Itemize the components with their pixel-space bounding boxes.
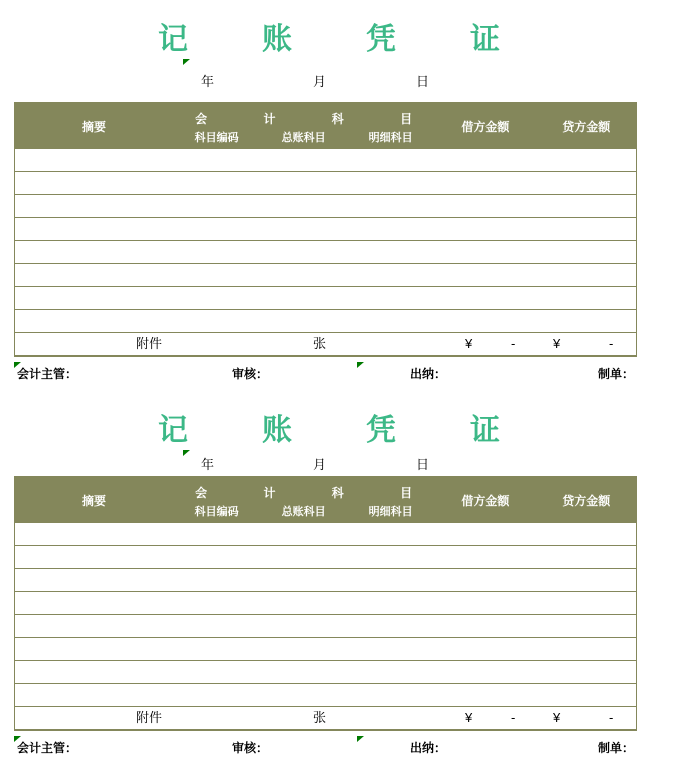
title-char: 账	[262, 414, 292, 447]
summary-column-header: 摘要	[82, 493, 107, 508]
subject-char: 计	[263, 486, 276, 500]
table-row[interactable]	[15, 661, 636, 684]
debit-currency-symbol: ¥	[465, 710, 473, 725]
date-line	[0, 457, 681, 473]
sheets-label: 张	[313, 336, 327, 351]
detail-subject-header: 明细科目	[368, 506, 413, 518]
debit-currency-symbol: ¥	[465, 336, 473, 351]
table-row[interactable]	[15, 172, 636, 195]
credit-total-value[interactable]: -	[609, 710, 614, 725]
table-row[interactable]	[15, 569, 636, 592]
voucher-block-2	[0, 382, 681, 756]
subject-char: 目	[400, 112, 413, 126]
debit-total-value[interactable]: -	[511, 336, 516, 351]
subject-group-title	[173, 107, 434, 129]
cashier-label: 出纳：	[410, 741, 447, 755]
voucher-table	[14, 476, 637, 731]
title-char: 凭	[366, 23, 396, 56]
subject-code-header: 科目编码	[194, 506, 239, 518]
subject-subcolumns	[173, 503, 434, 519]
reviewer-label: 审核：	[232, 367, 269, 381]
month-label: 月	[313, 74, 327, 89]
attachment-row	[15, 333, 636, 355]
title-char: 账	[262, 23, 292, 56]
title-char: 记	[158, 23, 188, 56]
supervisor-label: 会计主管：	[17, 367, 78, 381]
credit-currency-symbol: ¥	[553, 710, 561, 725]
ledger-subject-header: 总账科目	[281, 506, 326, 518]
attachment-label: 附件	[136, 710, 163, 725]
year-label: 年	[201, 457, 215, 472]
table-row[interactable]	[15, 523, 636, 546]
credit-currency-symbol: ¥	[553, 336, 561, 351]
preparer-label: 制单：	[598, 741, 635, 755]
table-body	[15, 523, 636, 707]
reviewer-label: 审核：	[232, 741, 269, 755]
month-label: 月	[313, 457, 327, 472]
table-body	[15, 149, 636, 333]
title-char: 记	[158, 414, 188, 447]
day-label: 日	[416, 74, 430, 89]
year-label: 年	[201, 74, 215, 89]
table-row[interactable]	[15, 149, 636, 172]
subject-subcolumns	[173, 129, 434, 145]
subject-char: 会	[195, 486, 208, 500]
cashier-label: 出纳：	[410, 367, 447, 381]
subject-char: 科	[331, 486, 344, 500]
signature-line	[0, 736, 681, 756]
credit-column-header: 贷方金额	[562, 493, 611, 508]
table-header	[15, 477, 636, 523]
cell-flag-icon	[183, 450, 190, 456]
attachment-row	[15, 707, 636, 729]
table-row[interactable]	[15, 195, 636, 218]
table-row[interactable]	[15, 287, 636, 310]
subject-group-title	[173, 481, 434, 503]
table-row[interactable]	[15, 546, 636, 569]
table-row[interactable]	[15, 615, 636, 638]
table-row[interactable]	[15, 310, 636, 333]
table-row[interactable]	[15, 264, 636, 287]
supervisor-label: 会计主管：	[17, 741, 78, 755]
voucher-table	[14, 102, 637, 357]
attachment-label: 附件	[136, 336, 163, 351]
voucher-title	[158, 25, 500, 56]
table-row[interactable]	[15, 218, 636, 241]
subject-char: 计	[263, 112, 276, 126]
credit-total-value[interactable]: -	[609, 336, 614, 351]
subject-char: 会	[195, 112, 208, 126]
subject-code-header: 科目编码	[194, 132, 239, 144]
debit-total-value[interactable]: -	[511, 710, 516, 725]
table-row[interactable]	[15, 638, 636, 661]
table-header	[15, 103, 636, 149]
day-label: 日	[416, 457, 430, 472]
title-char: 证	[470, 414, 500, 447]
subject-char: 科	[331, 112, 344, 126]
table-row[interactable]	[15, 241, 636, 264]
debit-column-header: 借方金额	[461, 493, 510, 508]
ledger-subject-header: 总账科目	[281, 132, 326, 144]
date-line	[0, 74, 681, 90]
subject-group-header	[173, 477, 434, 523]
voucher-title	[158, 416, 500, 447]
table-row[interactable]	[15, 684, 636, 707]
signature-line	[0, 362, 681, 382]
table-row[interactable]	[15, 592, 636, 615]
sheets-label: 张	[313, 710, 327, 725]
subject-group-header	[173, 103, 434, 149]
credit-column-header: 贷方金额	[562, 119, 611, 134]
cell-flag-icon	[357, 362, 364, 368]
detail-subject-header: 明细科目	[368, 132, 413, 144]
title-char: 证	[470, 23, 500, 56]
cell-flag-icon	[183, 59, 190, 65]
subject-char: 目	[400, 486, 413, 500]
title-char: 凭	[366, 414, 396, 447]
debit-column-header: 借方金额	[461, 119, 510, 134]
summary-column-header: 摘要	[82, 119, 107, 134]
preparer-label: 制单：	[598, 367, 635, 381]
